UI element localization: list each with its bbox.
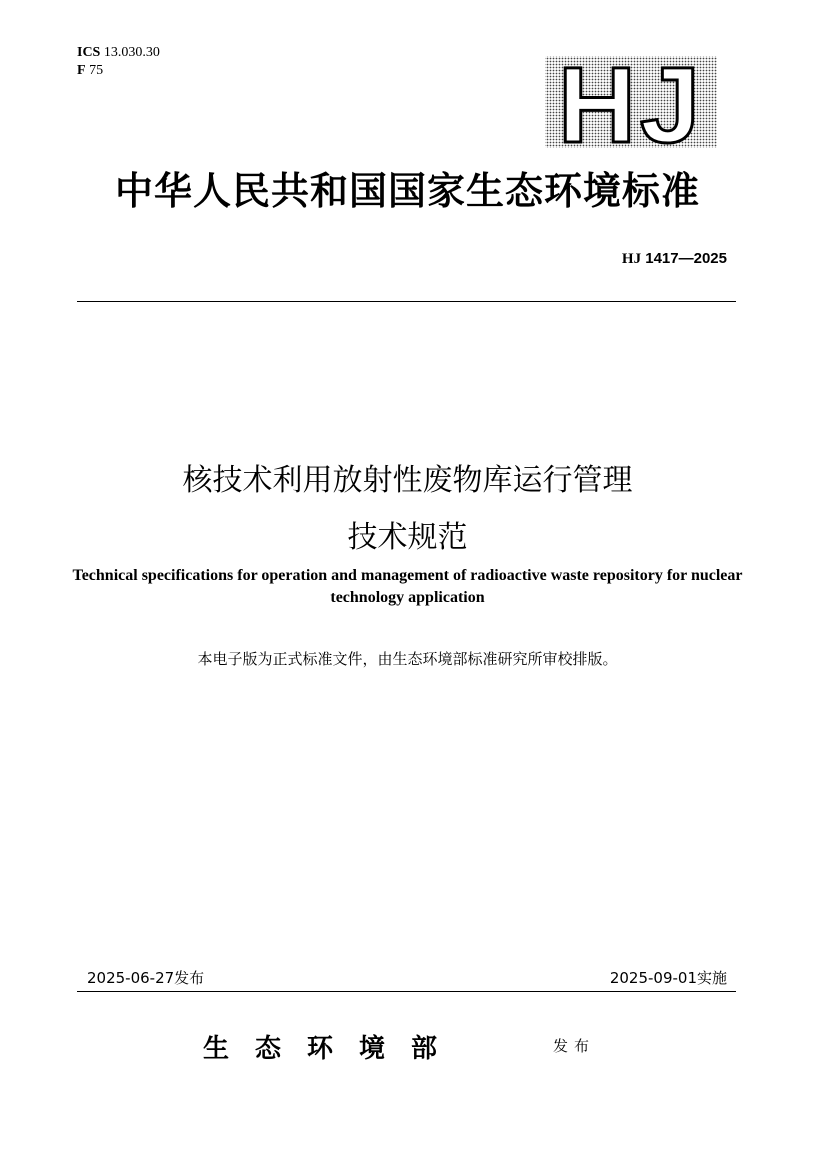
- publisher-name: 生态环境部: [203, 1034, 464, 1064]
- standard-number: HJ 1417—2025: [621, 250, 727, 267]
- f-line: F 75: [77, 63, 104, 78]
- title-en: Technical specifications for operation and management of radioactive waste repository for nuclear technology application: [72, 567, 743, 606]
- top-divider: [77, 301, 736, 302]
- publish-action: 发布: [553, 1037, 596, 1055]
- bottom-divider: [77, 991, 736, 992]
- issue-date: 2025-06-27发布: [87, 969, 205, 987]
- title-cn-line1: 核技术利用放射性废物库运行管理: [182, 463, 633, 498]
- edition-note: 本电子版为正式标准文件，由生态环境部标准研究所审校排版。: [197, 650, 618, 668]
- title-cn-line2: 技术规范: [347, 520, 468, 555]
- implement-date: 2025-09-01实施: [609, 969, 727, 987]
- classification-codes: [77, 44, 160, 80]
- ics-line: ICS 13.030.30: [77, 45, 160, 60]
- main-title: 中华人民共和国国家生态环境标准: [114, 168, 700, 213]
- svg-text:HJ: HJ: [557, 54, 705, 150]
- hj-logo: [543, 54, 719, 150]
